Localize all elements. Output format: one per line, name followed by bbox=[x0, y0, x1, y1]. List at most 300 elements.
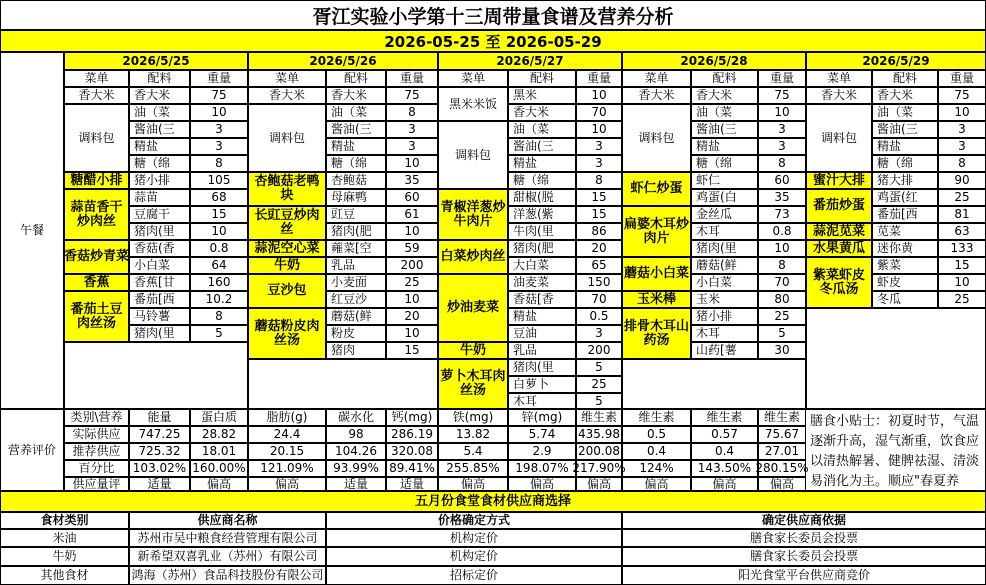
nutrition-cell: 适量 bbox=[386, 477, 438, 491]
weight-cell: 70 bbox=[576, 104, 622, 121]
nutrition-cell: 160.00% bbox=[190, 460, 248, 477]
weight-cell: 63 bbox=[938, 223, 986, 240]
ingredient-cell: 冬瓜 bbox=[872, 291, 938, 308]
ingredient-cell: 猪肉(里 bbox=[691, 240, 758, 257]
ingredient-header: 配料 bbox=[508, 70, 576, 87]
weight-cell: 65 bbox=[576, 257, 622, 274]
ingredient-cell: 糖（绵 bbox=[691, 155, 758, 172]
ingredient-cell: 豆油 bbox=[508, 325, 576, 342]
weight-cell: 150 bbox=[576, 274, 622, 291]
dish-name: 蜜汁大排 bbox=[806, 172, 872, 189]
weight-cell: 75 bbox=[758, 87, 806, 104]
weight-cell: 0.5 bbox=[576, 308, 622, 325]
nutrition-cell: 200.08 bbox=[578, 444, 620, 459]
weight-cell: 25 bbox=[576, 376, 622, 393]
nutrition-header: 脂肪(g) bbox=[248, 409, 326, 426]
supplier-cell: 苏州市吴中粮食经营管理有限公司 bbox=[129, 529, 326, 547]
ingredient-cell: 山药[薯 bbox=[691, 342, 758, 359]
date-range: 2026-05-25 至 2026-05-29 bbox=[0, 30, 986, 52]
supplier-cell: 鸿海（苏州）食品科技股份有限公司 bbox=[129, 566, 326, 585]
weight-cell: 133 bbox=[938, 240, 986, 257]
weight-header: 重量 bbox=[190, 70, 248, 87]
nutrition-cell: 偏高 bbox=[508, 477, 576, 491]
ingredient-cell: 虾皮 bbox=[872, 274, 938, 291]
ingredient-cell: 杏鲍菇 bbox=[326, 172, 386, 189]
weight-cell: 8 bbox=[758, 257, 806, 274]
weight-cell: 3 bbox=[758, 121, 806, 138]
dish-name: 白菜炒肉丝 bbox=[438, 240, 508, 274]
ingredient-cell: 香蕉[甘 bbox=[129, 274, 190, 291]
ingredient-cell: 精盐 bbox=[508, 308, 576, 325]
nutrition-cell: 320.08 bbox=[386, 443, 438, 460]
dish-name: 牛奶 bbox=[248, 257, 326, 274]
empty-cell bbox=[64, 342, 248, 409]
weight-cell: 3 bbox=[190, 138, 248, 155]
nutrition-cell: 725.32 bbox=[129, 443, 190, 460]
weight-cell: 3 bbox=[576, 138, 622, 155]
weight-cell: 86 bbox=[576, 223, 622, 240]
dish-name: 杏鲍菇老鸭块 bbox=[248, 172, 326, 206]
ingredient-cell: 香菇(香 bbox=[129, 240, 190, 257]
ingredient-cell: 猪小排 bbox=[691, 308, 758, 325]
nutrition-cell: 104.26 bbox=[326, 443, 386, 460]
nutrition-label: 营养评价 bbox=[0, 409, 64, 491]
weight-cell: 105 bbox=[190, 172, 248, 189]
nutrition-cell: 93.99% bbox=[326, 460, 386, 477]
dish-name: 扁婆木耳炒肉片 bbox=[622, 206, 691, 257]
ingredient-cell: 甜椒(脱 bbox=[508, 189, 576, 206]
ingredient-cell: 油（菜 bbox=[508, 121, 576, 138]
dish-header: 菜单 bbox=[248, 70, 326, 87]
nutrition-header: 维生素 bbox=[758, 409, 806, 426]
weight-cell: 75 bbox=[386, 87, 438, 104]
ingredient-cell: 酱油(三 bbox=[872, 121, 938, 138]
weight-cell: 0.8 bbox=[190, 240, 248, 257]
ingredient-cell: 玉米 bbox=[691, 291, 758, 308]
day-2-date: 2026/5/26 bbox=[248, 52, 438, 70]
dish-name: 香大米 bbox=[64, 87, 129, 104]
nutrition-cell: 偏高 bbox=[248, 477, 326, 491]
dish-name: 黑米米饭 bbox=[438, 87, 508, 121]
weight-cell: 20 bbox=[386, 308, 438, 325]
ingredient-cell: 香大米 bbox=[872, 87, 938, 104]
ingredient-cell: 乳品 bbox=[508, 342, 576, 359]
dish-name: 水果黄瓜 bbox=[806, 240, 872, 257]
nutrition-cell: 实际供应 bbox=[64, 426, 129, 443]
ingredient-cell: 香大米 bbox=[129, 87, 190, 104]
weight-cell: 8 bbox=[386, 104, 438, 121]
ingredient-cell: 白萝卜 bbox=[508, 376, 576, 393]
nutrition-cell: 198.07% bbox=[508, 460, 576, 477]
nutrition-cell: 124% bbox=[622, 460, 691, 477]
dish-name: 紫菜虾皮冬瓜汤 bbox=[806, 257, 872, 308]
supplier-cell: 机构定价 bbox=[326, 547, 622, 566]
weight-header: 重量 bbox=[758, 70, 806, 87]
nutrition-cell: 103.02% bbox=[129, 460, 190, 477]
ingredient-cell: 油（菜 bbox=[326, 104, 386, 121]
nutrition-cell: 偏高 bbox=[438, 477, 508, 491]
ingredient-cell: 紫菜 bbox=[872, 257, 938, 274]
ingredient-cell: 母麻鸭 bbox=[326, 189, 386, 206]
ingredient-cell: 蒜苗 bbox=[129, 189, 190, 206]
ingredient-cell: 酱油(三 bbox=[129, 121, 190, 138]
weight-cell: 60 bbox=[758, 172, 806, 189]
supplier-cell: 膳食家长委员会投票 bbox=[622, 529, 986, 547]
weight-cell: 3 bbox=[758, 138, 806, 155]
ingredient-cell: 油（菜 bbox=[872, 104, 938, 121]
nutrition-cell: 286.19 bbox=[386, 426, 438, 443]
dish-name: 调料包 bbox=[806, 104, 872, 172]
nutrition-cell: 适量 bbox=[129, 477, 190, 491]
nutrition-cell: 217.90% bbox=[572, 461, 626, 476]
dish-name: 香大米 bbox=[248, 87, 326, 104]
dish-name: 蘑菇小白菜 bbox=[622, 257, 691, 291]
dish-name: 蒜苗香干炒肉丝 bbox=[64, 189, 129, 240]
ingredient-cell: 鸡蛋(红 bbox=[872, 189, 938, 206]
weight-cell: 3 bbox=[576, 155, 622, 172]
ingredient-cell: 猪肉(肥 bbox=[508, 240, 576, 257]
dish-name: 蒜泥苋菜 bbox=[806, 223, 872, 240]
dish-name: 调料包 bbox=[248, 104, 326, 172]
weight-cell: 15 bbox=[576, 206, 622, 223]
weight-cell: 90 bbox=[938, 172, 986, 189]
ingredient-header: 配料 bbox=[872, 70, 938, 87]
nutrition-cell: 0.5 bbox=[622, 426, 691, 443]
ingredient-cell: 红豆沙 bbox=[326, 291, 386, 308]
day-3-date: 2026/5/27 bbox=[438, 52, 622, 70]
dish-name: 萝卜木耳肉丝汤 bbox=[438, 359, 508, 409]
ingredient-cell: 蘑菇(鲜 bbox=[691, 257, 758, 274]
ingredient-cell: 油（菜 bbox=[691, 104, 758, 121]
ingredient-cell: 番茄[西 bbox=[872, 206, 938, 223]
nutrition-cell: 143.50% bbox=[691, 460, 758, 477]
weight-cell: 8 bbox=[576, 172, 622, 189]
nutrition-cell: 偏高 bbox=[576, 477, 622, 491]
weight-cell: 10 bbox=[386, 325, 438, 342]
nutrition-header: 维生素 bbox=[622, 409, 691, 426]
nutrition-header: 锌(mg) bbox=[508, 409, 576, 426]
supplier-cell: 机构定价 bbox=[326, 529, 622, 547]
ingredient-cell: 精盐 bbox=[872, 138, 938, 155]
ingredient-cell: 猪小排 bbox=[129, 172, 190, 189]
ingredient-cell: 小白菜 bbox=[129, 257, 190, 274]
ingredient-cell: 猪肉(里 bbox=[129, 325, 190, 342]
weight-cell: 25 bbox=[938, 189, 986, 206]
nutrition-cell: 75.67 bbox=[758, 426, 806, 443]
day-4-date: 2026/5/28 bbox=[622, 52, 806, 70]
page-title: 胥江实验小学第十三周带量食谱及营养分析 bbox=[0, 0, 986, 30]
nutrition-cell: 偏高 bbox=[691, 477, 758, 491]
weight-cell: 10 bbox=[190, 104, 248, 121]
nutrition-cell: 供应量评 bbox=[64, 477, 129, 491]
weight-cell: 10 bbox=[758, 104, 806, 121]
dish-header: 菜单 bbox=[806, 70, 872, 87]
nutrition-cell: 偏高 bbox=[758, 477, 806, 491]
nutrition-cell: 747.25 bbox=[129, 426, 190, 443]
nutrition-cell: 28.82 bbox=[190, 426, 248, 443]
ingredient-cell: 黑米 bbox=[508, 87, 576, 104]
weight-cell: 61 bbox=[386, 206, 438, 223]
ingredient-header: 配料 bbox=[691, 70, 758, 87]
ingredient-cell: 番茄[西 bbox=[129, 291, 190, 308]
dish-header: 菜单 bbox=[64, 70, 129, 87]
weight-cell: 75 bbox=[938, 87, 986, 104]
ingredient-cell: 香大米 bbox=[691, 87, 758, 104]
ingredient-cell: 油麦菜 bbox=[508, 274, 576, 291]
weight-cell: 81 bbox=[938, 206, 986, 223]
nutrition-header: 碳水化 bbox=[326, 409, 386, 426]
nutrition-cell: 5.74 bbox=[508, 426, 576, 443]
nutrition-cell: 89.41% bbox=[386, 460, 438, 477]
weight-header: 重量 bbox=[386, 70, 438, 87]
ingredient-cell: 粉皮 bbox=[326, 325, 386, 342]
supplier-header: 供应商名称 bbox=[129, 512, 326, 529]
ingredient-cell: 苋菜 bbox=[872, 223, 938, 240]
dish-name: 牛奶 bbox=[438, 342, 508, 359]
weight-cell: 10 bbox=[386, 155, 438, 172]
empty-cell bbox=[806, 308, 986, 409]
ingredient-cell: 酱油(三 bbox=[691, 121, 758, 138]
weight-cell: 3 bbox=[190, 121, 248, 138]
ingredient-cell: 洋葱(紫 bbox=[508, 206, 576, 223]
ingredient-cell: 猪大排 bbox=[872, 172, 938, 189]
dish-name: 调料包 bbox=[622, 104, 691, 172]
nutrition-header: 维生素 bbox=[576, 409, 622, 426]
lunch-label: 午餐 bbox=[0, 52, 64, 409]
nutrition-cell: 27.01 bbox=[758, 443, 806, 460]
ingredient-cell: 蘑菇(鲜 bbox=[326, 308, 386, 325]
ingredient-cell: 酱油(三 bbox=[326, 121, 386, 138]
nutrition-cell: 255.85% bbox=[438, 460, 508, 477]
ingredient-cell: 香大米 bbox=[326, 87, 386, 104]
ingredient-cell: 酱油(三 bbox=[508, 138, 576, 155]
nutrition-cell: 98 bbox=[326, 426, 386, 443]
ingredient-cell: 木耳 bbox=[508, 393, 576, 409]
nutrition-cell: 280.15% bbox=[755, 461, 809, 476]
weight-cell: 30 bbox=[758, 342, 806, 359]
supplier-header: 确定供应商依据 bbox=[622, 512, 986, 529]
nutrition-header: 蛋白质 bbox=[190, 409, 248, 426]
nutrition-cell: 435.98 bbox=[578, 427, 620, 442]
supplier-cell: 阳光食堂平台供应商竞价 bbox=[622, 566, 986, 585]
weight-cell: 70 bbox=[576, 291, 622, 308]
ingredient-cell: 小白菜 bbox=[691, 274, 758, 291]
nutrition-cell: 0.4 bbox=[691, 443, 758, 460]
ingredient-cell: 木耳 bbox=[691, 325, 758, 342]
weight-cell: 5 bbox=[758, 325, 806, 342]
nutrition-header: 能量 bbox=[129, 409, 190, 426]
weight-cell: 25 bbox=[758, 308, 806, 325]
ingredient-cell: 猪肉 bbox=[326, 342, 386, 359]
supplier-cell: 膳食家长委员会投票 bbox=[622, 547, 986, 566]
weight-cell: 10 bbox=[190, 223, 248, 240]
ingredient-cell: 马铃薯 bbox=[129, 308, 190, 325]
ingredient-cell: 迷你黄 bbox=[872, 240, 938, 257]
dish-header: 菜单 bbox=[438, 70, 508, 87]
ingredient-cell: 金丝瓜 bbox=[691, 206, 758, 223]
ingredient-cell: 小麦面 bbox=[326, 274, 386, 291]
weight-cell: 35 bbox=[386, 172, 438, 189]
weight-cell: 200 bbox=[576, 342, 622, 359]
weight-cell: 10 bbox=[576, 87, 622, 104]
dish-name: 调料包 bbox=[64, 104, 129, 172]
weight-cell: 73 bbox=[758, 206, 806, 223]
nutrition-cell: 推荐供应 bbox=[64, 443, 129, 460]
ingredient-cell: 香菇[香 bbox=[508, 291, 576, 308]
weight-header: 重量 bbox=[576, 70, 622, 87]
nutrition-cell: 18.01 bbox=[190, 443, 248, 460]
dish-name: 蒜泥空心菜 bbox=[248, 240, 326, 257]
weight-cell: 3 bbox=[938, 138, 986, 155]
weight-cell: 10 bbox=[386, 223, 438, 240]
nutrition-cell: 2.9 bbox=[508, 443, 576, 460]
ingredient-cell: 糖（绵 bbox=[129, 155, 190, 172]
ingredient-cell: 香大米 bbox=[508, 104, 576, 121]
ingredient-cell: 精盐 bbox=[129, 138, 190, 155]
nutrition-cell: 偏高 bbox=[190, 477, 248, 491]
dish-name: 青椒洋葱炒牛肉片 bbox=[438, 189, 508, 240]
weight-cell: 200 bbox=[386, 257, 438, 274]
supplier-cell: 招标定价 bbox=[326, 566, 622, 585]
ingredient-cell: 虾仁 bbox=[691, 172, 758, 189]
weight-cell: 80 bbox=[758, 291, 806, 308]
ingredient-cell: 鸡蛋(白 bbox=[691, 189, 758, 206]
weight-cell: 10 bbox=[758, 240, 806, 257]
ingredient-cell: 猪肉(里 bbox=[129, 223, 190, 240]
weight-cell: 10 bbox=[938, 274, 986, 291]
dish-name: 蘑菇粉皮肉丝汤 bbox=[248, 308, 326, 359]
nutrition-header: 类别\营养 bbox=[64, 409, 129, 426]
dish-name: 调料包 bbox=[438, 121, 508, 189]
supplier-header: 食材类别 bbox=[0, 512, 129, 529]
dish-name: 香大米 bbox=[622, 87, 691, 104]
weight-cell: 3 bbox=[938, 121, 986, 138]
ingredient-cell: 精盐 bbox=[508, 155, 576, 172]
weight-cell: 20 bbox=[576, 240, 622, 257]
nutrition-cell: 121.09% bbox=[248, 460, 326, 477]
ingredient-header: 配料 bbox=[326, 70, 386, 87]
dish-name: 番茄炒蛋 bbox=[806, 189, 872, 223]
dish-header: 菜单 bbox=[622, 70, 691, 87]
weight-cell: 3 bbox=[386, 138, 438, 155]
ingredient-cell: 精盐 bbox=[326, 138, 386, 155]
weight-cell: 0.8 bbox=[758, 223, 806, 240]
ingredient-cell: 精盐 bbox=[691, 138, 758, 155]
weight-cell: 160 bbox=[190, 274, 248, 291]
nutrition-cell: 24.4 bbox=[248, 426, 326, 443]
day-5-date: 2026/5/29 bbox=[806, 52, 986, 70]
supplier-cell: 新希望双喜乳业（苏州）有限公司 bbox=[129, 547, 326, 566]
weight-cell: 10 bbox=[576, 121, 622, 138]
ingredient-cell: 大白菜 bbox=[508, 257, 576, 274]
weight-cell: 70 bbox=[758, 274, 806, 291]
weight-cell: 68 bbox=[190, 189, 248, 206]
dish-name: 糖醋小排 bbox=[64, 172, 129, 189]
weight-cell: 15 bbox=[386, 342, 438, 359]
weight-cell: 15 bbox=[190, 206, 248, 223]
ingredient-cell: 蕹菜[空 bbox=[326, 240, 386, 257]
ingredient-cell: 乳品 bbox=[326, 257, 386, 274]
nutrition-cell: 13.82 bbox=[438, 426, 508, 443]
empty-cell bbox=[248, 359, 438, 409]
dish-name: 香蕉 bbox=[64, 274, 129, 291]
supplier-title: 五月份食堂食材供应商选择 bbox=[0, 491, 986, 512]
weight-cell: 3 bbox=[386, 121, 438, 138]
weight-cell: 8 bbox=[758, 155, 806, 172]
ingredient-cell: 猪肉(里 bbox=[508, 359, 576, 376]
diet-tip: 膳食小贴士：初夏时节，气温逐渐升高，湿气渐重，饮食应以清热解暑、健脾祛湿、清淡易消化为主。顺应"春夏养 bbox=[805, 409, 986, 491]
ingredient-cell: 豇豆 bbox=[326, 206, 386, 223]
dish-name: 番茄土豆肉丝汤 bbox=[64, 291, 129, 342]
weight-cell: 35 bbox=[758, 189, 806, 206]
supplier-header: 价格确定方式 bbox=[326, 512, 622, 529]
dish-name: 玉米棒 bbox=[622, 291, 691, 308]
nutrition-cell: 百分比 bbox=[64, 460, 129, 477]
nutrition-header: 铁(mg) bbox=[438, 409, 508, 426]
ingredient-cell: 糖（绵 bbox=[508, 172, 576, 189]
ingredient-cell: 木耳 bbox=[691, 223, 758, 240]
supplier-cell: 米油 bbox=[0, 529, 129, 547]
dish-name: 香菇炒青菜 bbox=[64, 240, 129, 274]
weight-cell: 8 bbox=[190, 308, 248, 325]
nutrition-cell: 0.57 bbox=[691, 426, 758, 443]
nutrition-cell: 5.4 bbox=[438, 443, 508, 460]
nutrition-cell: 20.15 bbox=[248, 443, 326, 460]
empty-cell bbox=[622, 359, 806, 409]
dish-name: 豆沙包 bbox=[248, 274, 326, 308]
weight-cell: 15 bbox=[938, 257, 986, 274]
ingredient-cell: 豆腐干 bbox=[129, 206, 190, 223]
dish-name: 长豇豆炒肉丝 bbox=[248, 206, 326, 240]
weight-cell: 25 bbox=[938, 291, 986, 308]
ingredient-cell: 糖（绵 bbox=[326, 155, 386, 172]
weight-cell: 75 bbox=[190, 87, 248, 104]
weight-cell: 8 bbox=[190, 155, 248, 172]
nutrition-cell: 0.4 bbox=[622, 443, 691, 460]
ingredient-cell: 猪肉(肥 bbox=[326, 223, 386, 240]
nutrition-cell: 适量 bbox=[326, 477, 386, 491]
ingredient-cell: 油（菜 bbox=[129, 104, 190, 121]
ingredient-cell: 牛肉(里 bbox=[508, 223, 576, 240]
weight-cell: 60 bbox=[386, 189, 438, 206]
ingredient-cell: 糖（绵 bbox=[872, 155, 938, 172]
ingredient-header: 配料 bbox=[129, 70, 190, 87]
dish-name: 排骨木耳山药汤 bbox=[622, 308, 691, 359]
weight-cell: 5 bbox=[190, 325, 248, 342]
dish-name: 炒油麦菜 bbox=[438, 274, 508, 342]
weight-cell: 3 bbox=[576, 325, 622, 342]
supplier-cell: 牛奶 bbox=[0, 547, 129, 566]
weight-header: 重量 bbox=[938, 70, 986, 87]
weight-cell: 10 bbox=[938, 104, 986, 121]
day-1-date: 2026/5/25 bbox=[64, 52, 248, 70]
weight-cell: 59 bbox=[386, 240, 438, 257]
weight-cell: 8 bbox=[938, 155, 986, 172]
weight-cell: 5 bbox=[576, 393, 622, 409]
nutrition-header: 维生素 bbox=[691, 409, 758, 426]
dish-name: 香大米 bbox=[806, 87, 872, 104]
weight-cell: 64 bbox=[190, 257, 248, 274]
weight-cell: 10 bbox=[386, 291, 438, 308]
weight-cell: 25 bbox=[386, 274, 438, 291]
dish-name: 虾仁炒蛋 bbox=[622, 172, 691, 206]
weight-cell: 5 bbox=[576, 359, 622, 376]
nutrition-header: 钙(mg) bbox=[386, 409, 438, 426]
weight-cell: 15 bbox=[576, 189, 622, 206]
weight-cell: 10.2 bbox=[190, 291, 248, 308]
nutrition-cell: 偏高 bbox=[622, 477, 691, 491]
supplier-cell: 其他食材 bbox=[0, 566, 129, 585]
